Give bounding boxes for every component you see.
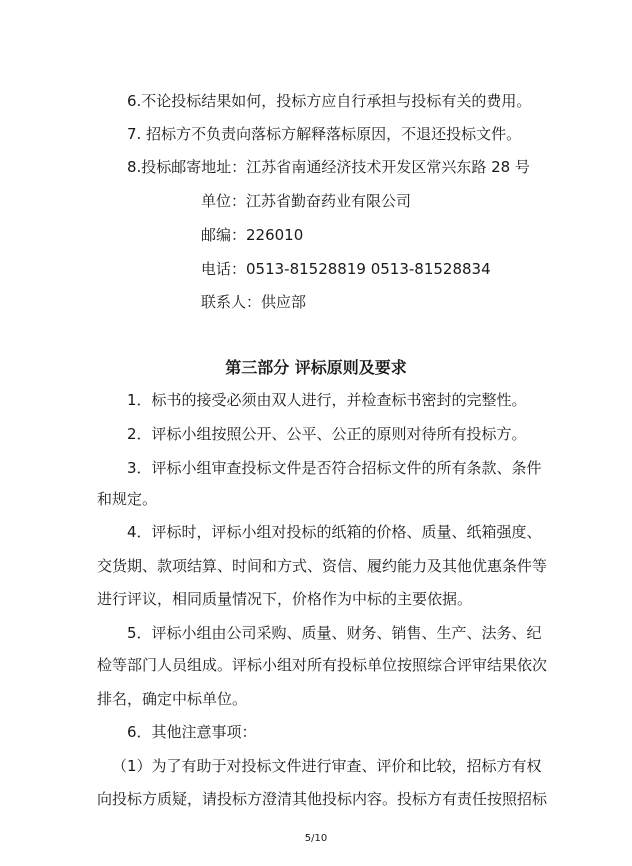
rule-5: 5．评标小组由公司采购、质量、财务、销售、生产、法务、纪 (127, 624, 542, 642)
page-number: 5/10 (304, 833, 328, 844)
rule-1: 1．标书的接受必须由双人进行，并检查标书密封的完整性。 (127, 391, 527, 409)
phone-line: 电话：0513-81528819 0513-81528834 (201, 260, 491, 278)
contact-line: 联系人：供应部 (201, 293, 307, 311)
section-heading: 第三部分 评标原则及要求 (225, 358, 407, 377)
rule-4-cont-1: 交货期、款项结算、时间和方式、资信、履约能力及其他优惠条件等 (97, 557, 548, 575)
rule-4-cont-2: 进行评议，相同质量情况下，价格作为中标的主要依据。 (97, 590, 473, 608)
item-8-address: 8.投标邮寄地址：江苏省南通经济技术开发区常兴东路 28 号 (127, 158, 530, 176)
item-6: 6.不论投标结果如何，投标方应自行承担与投标有关的费用。 (127, 92, 532, 110)
unit-line: 单位：江苏省勤奋药业有限公司 (201, 192, 412, 210)
rule-3: 3．评标小组审查投标文件是否符合招标文件的所有条款、条件 (127, 459, 542, 477)
rule-5-cont-2: 排名，确定中标单位。 (97, 690, 248, 708)
rule-6: 6．其他注意事项： (127, 723, 257, 741)
item-7: 7. 招标方不负责向落标方解释落标原因，不退还投标文件。 (127, 125, 522, 143)
rule-6-1: （1）为了有助于对投标文件进行审查、评价和比较，招标方有权 (112, 757, 542, 775)
rule-6-1-cont: 向投标方质疑，请投标方澄清其他投标内容。投标方有责任按照招标 (97, 790, 548, 808)
rule-5-cont-1: 检等部门人员组成。评标小组对所有投标单位按照综合评审结果依次 (97, 656, 548, 674)
postcode-line: 邮编：226010 (201, 226, 304, 244)
rule-3-cont: 和规定。 (97, 490, 158, 508)
rule-4: 4．评标时，评标小组对投标的纸箱的价格、质量、纸箱强度、 (127, 523, 542, 541)
rule-2: 2．评标小组按照公开、公平、公正的原则对待所有投标方。 (127, 425, 527, 443)
